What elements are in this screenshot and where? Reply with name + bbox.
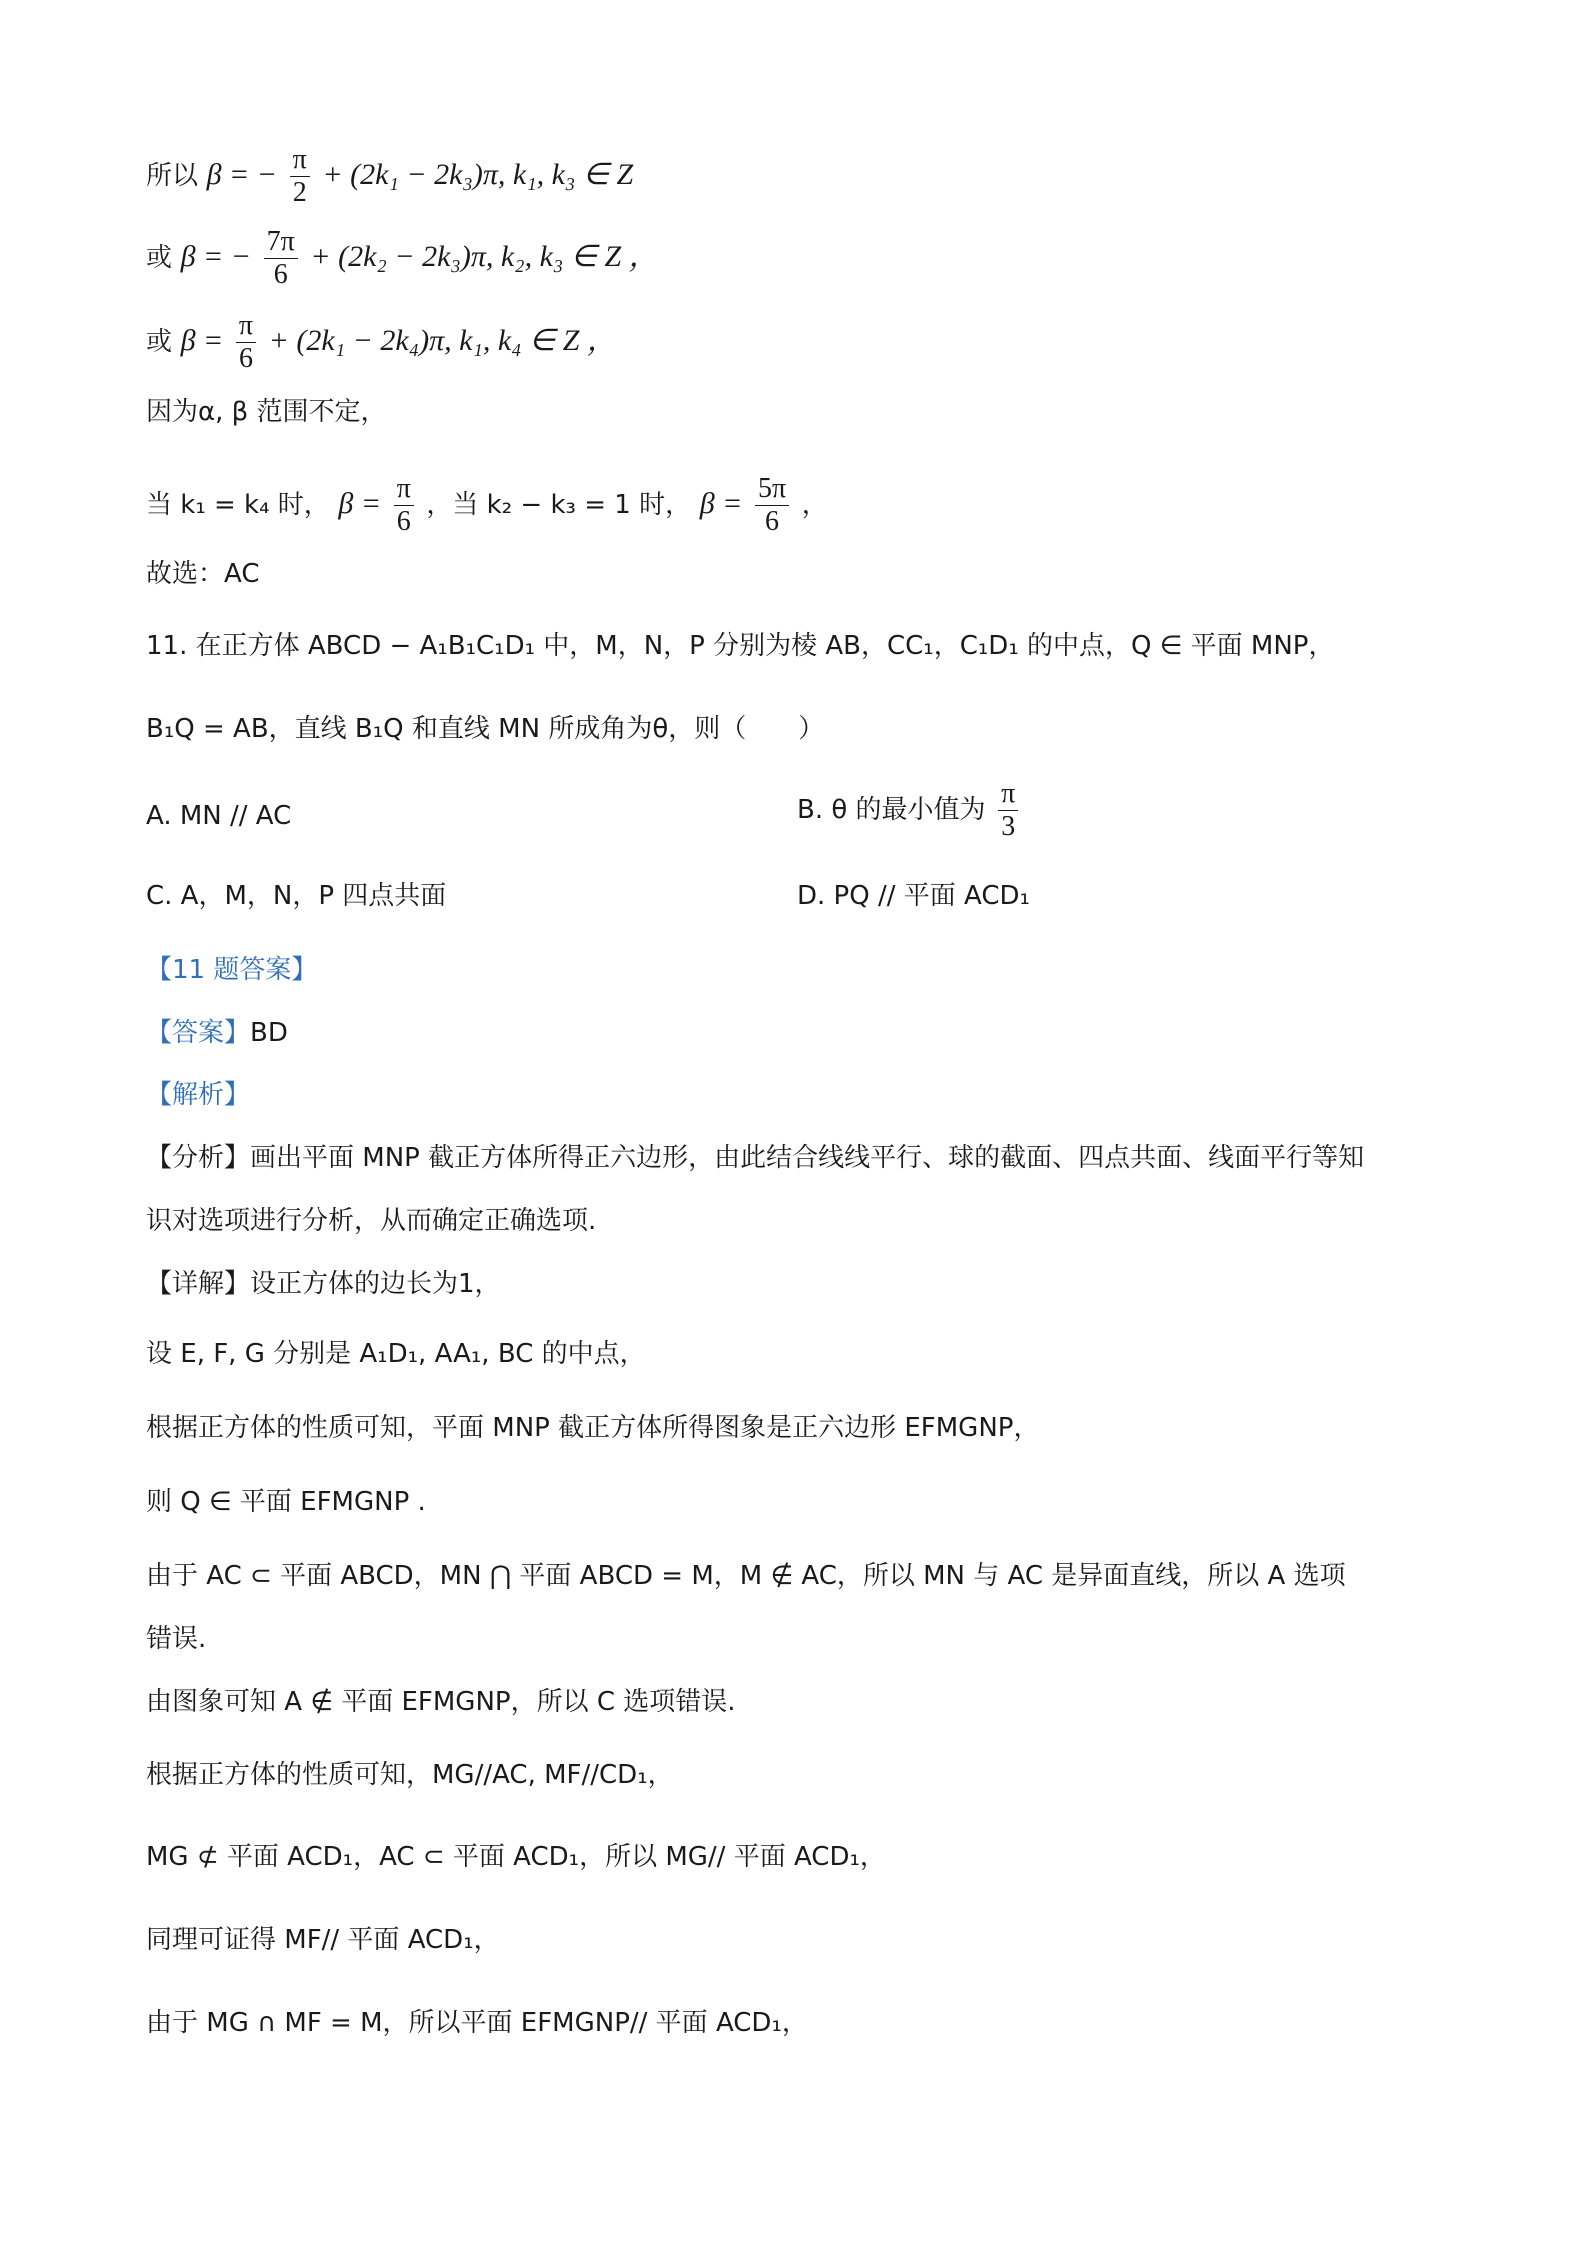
fraction <box>394 473 414 538</box>
option-b <box>797 778 1022 843</box>
math-expression: β = − <box>206 158 278 191</box>
fraction-denominator: 6 <box>273 259 288 290</box>
answer-line <box>146 1013 288 1053</box>
analysis-tag: 【解析】 <box>146 1080 251 1110</box>
option-a: A. MN // AC <box>146 801 292 831</box>
solution-line-5b: 错误. <box>146 1624 207 1654</box>
fraction-denominator: 6 <box>396 506 411 537</box>
fraction <box>236 310 256 375</box>
condition-text: 当 k₁ = k₄ 时， <box>146 490 330 520</box>
math-expression: β = − <box>180 240 252 273</box>
fraction-numerator: π <box>236 310 256 343</box>
formula-line-2 <box>146 226 659 291</box>
punctuation: ， <box>801 490 828 520</box>
fraction <box>290 144 310 209</box>
fraction-denominator: 6 <box>238 343 253 374</box>
solution-line-3: 根据正方体的性质可知，平面 MNP 截正方体所得图象是正六边形 EFMGNP， <box>146 1413 1040 1443</box>
xiangjie-tag: 【详解】 <box>146 1269 251 1299</box>
fenxi-tag: 【分析】 <box>146 1143 251 1173</box>
math-expression: + (2k₂ − 2k₃)π, k₂, k₃ ∈ Z ， <box>310 240 659 273</box>
math-expression: + (2k₁ − 2k₄)π, k₁, k₄ ∈ Z ， <box>268 324 617 357</box>
formula-line-1 <box>146 144 633 209</box>
fraction-numerator: 7π <box>264 226 298 259</box>
option-c: C. A，M，N，P 四点共面 <box>146 881 447 911</box>
math-expression: β = <box>180 324 224 357</box>
fenxi-text: 画出平面 MNP 截正方体所得正六边形，由此结合线线平行、球的截面、四点共面、线面平行等知 <box>250 1143 1365 1173</box>
answer-value: BD <box>250 1018 288 1048</box>
solution-line-2: 设 E, F, G 分别是 A₁D₁, AA₁, BC 的中点， <box>146 1339 646 1369</box>
text-line-range: 因为α, β 范围不定， <box>146 397 387 427</box>
solution-line-4: 则 Q ∈ 平面 EFMGNP . <box>146 1487 426 1517</box>
fenxi-line-1 <box>146 1138 1364 1178</box>
option-d: D. PQ // 平面 ACD₁ <box>797 881 1030 911</box>
formula-line-3 <box>146 310 617 375</box>
option-b-text: B. θ 的最小值为 <box>797 795 986 825</box>
solution-line-8: MG ⊄ 平面 ACD₁，AC ⊂ 平面 ACD₁，所以 MG// 平面 ACD₁， <box>146 1842 886 1872</box>
fraction-numerator: π <box>998 778 1018 811</box>
fraction <box>264 226 298 291</box>
question-stem-line-1: 11. 在正方体 ABCD − A₁B₁C₁D₁ 中，M，N，P 分别为棱 AB，CC₁，C₁D₁ 的中点，Q ∈ 平面 MNP， <box>146 631 1335 661</box>
solution-line-9: 同理可证得 MF// 平面 ACD₁， <box>146 1925 500 1955</box>
solution-line-6: 由图象可知 A ∉ 平面 EFMGNP，所以 C 选项错误. <box>146 1687 736 1717</box>
fraction-denominator: 2 <box>292 177 307 208</box>
xiangjie-line-1 <box>146 1264 501 1304</box>
fraction-numerator: 5π <box>755 473 789 506</box>
math-expression: β = <box>699 487 743 520</box>
formula-line-5 <box>146 473 828 538</box>
answer-tag: 【答案】 <box>146 1018 251 1048</box>
condition-text: ，当 k₂ − k₃ = 1 时， <box>426 490 692 520</box>
fraction-numerator: π <box>290 144 310 177</box>
xiangjie-text: 设正方体的边长为1， <box>250 1269 501 1299</box>
solution-line-5a: 由于 AC ⊂ 平面 ABCD，MN ⋂ 平面 ABCD = M，M ∉ AC，所以 MN 与 AC 是异面直线，所以 A 选项 <box>146 1561 1346 1591</box>
answer-choice-line: 故选：AC <box>146 559 260 589</box>
math-expression: β = <box>338 487 382 520</box>
math-expression: + (2k₁ − 2k₃)π, k₁, k₃ ∈ Z <box>322 158 634 191</box>
answer-title-tag: 【11 题答案】 <box>146 955 318 985</box>
question-stem-line-2: B₁Q = AB，直线 B₁Q 和直线 MN 所成角为θ，则（ ） <box>146 714 825 744</box>
text-prefix: 或 <box>146 243 173 273</box>
text-prefix: 或 <box>146 327 173 357</box>
fraction <box>998 778 1018 843</box>
fraction-denominator: 3 <box>1001 811 1016 842</box>
text-prefix: 所以 <box>146 161 199 191</box>
fraction-denominator: 6 <box>765 506 780 537</box>
fraction <box>755 473 789 538</box>
fenxi-line-2: 识对选项进行分析，从而确定正确选项. <box>146 1206 597 1236</box>
fraction-numerator: π <box>394 473 414 506</box>
solution-line-10: 由于 MG ∩ MF = M，所以平面 EFMGNP// 平面 ACD₁， <box>146 2008 808 2038</box>
solution-line-7: 根据正方体的性质可知，MG//AC, MF//CD₁， <box>146 1760 674 1790</box>
